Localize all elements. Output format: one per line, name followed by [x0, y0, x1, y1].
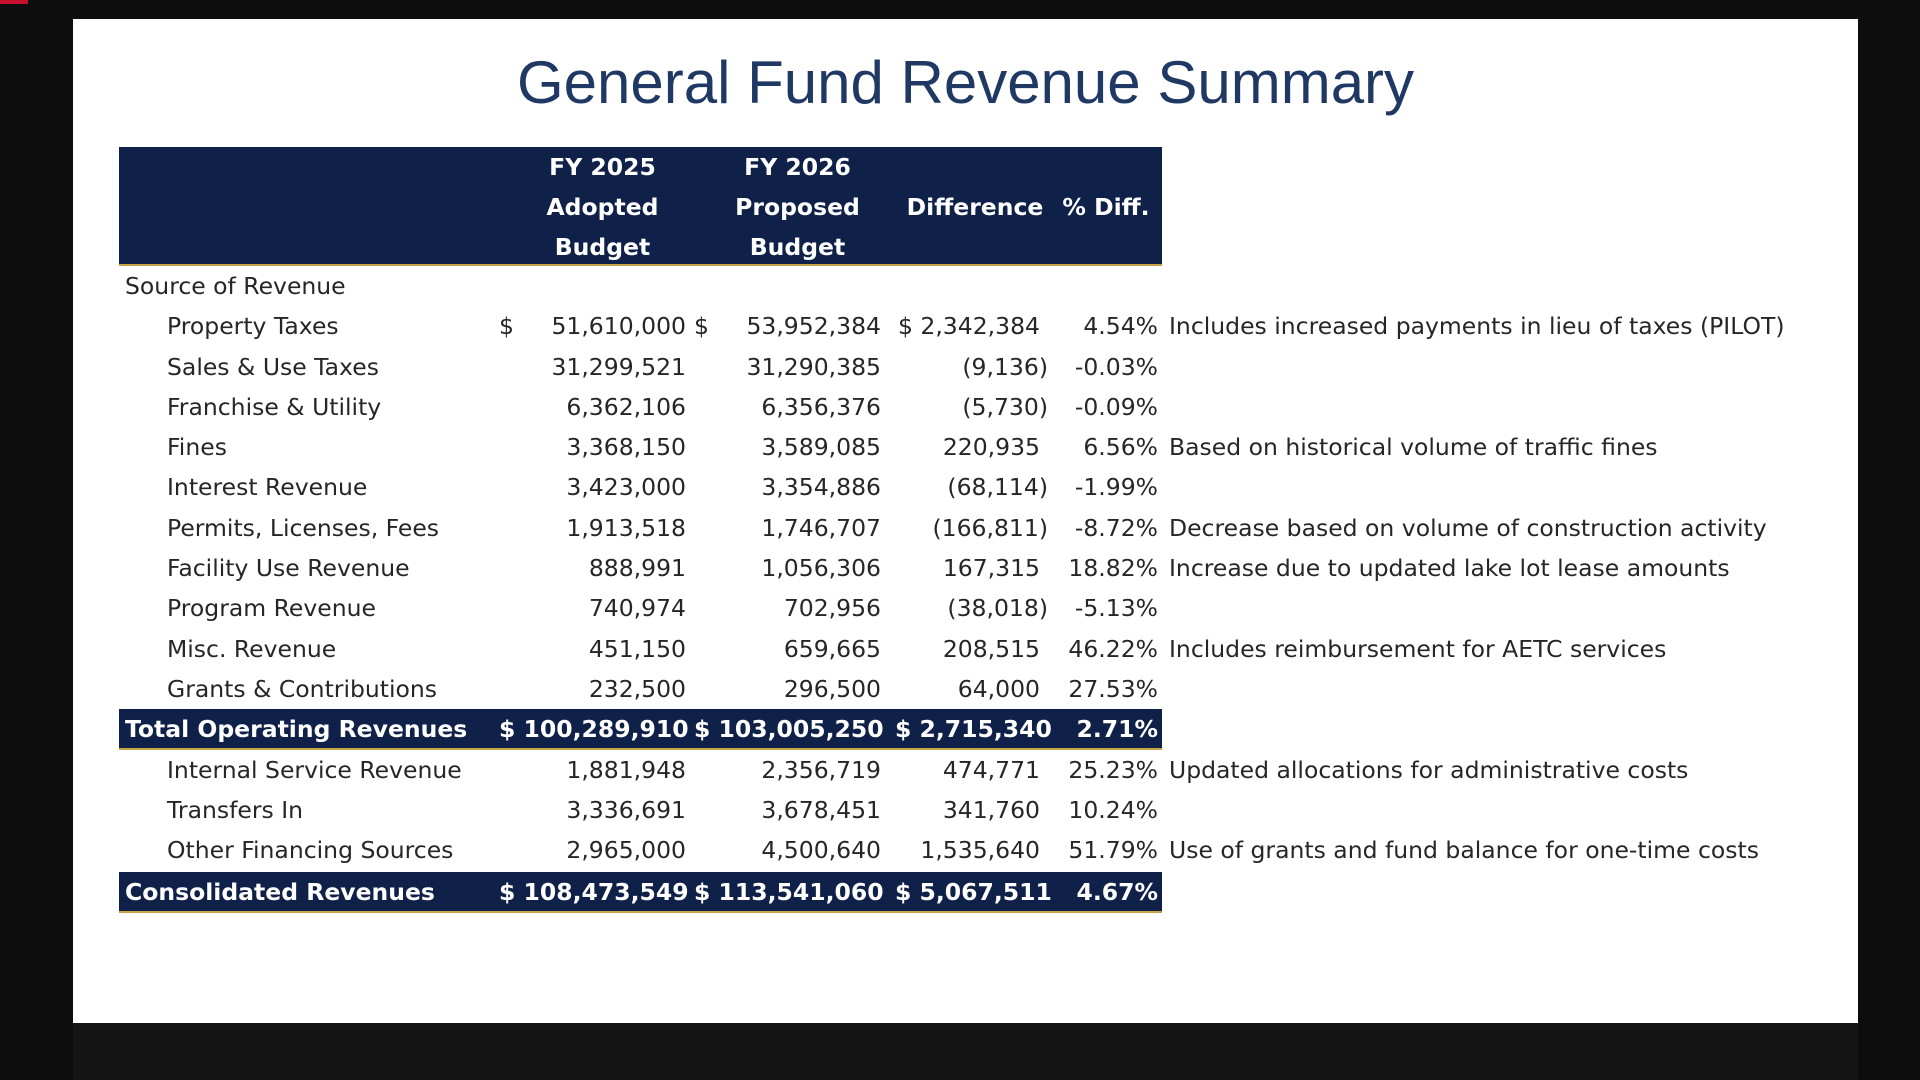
currency-symbol — [499, 427, 513, 467]
row-label: Interest Revenue — [167, 473, 368, 502]
table-row — [119, 387, 1859, 427]
row-label: Other Financing Sources — [167, 836, 454, 865]
row-note: Use of grants and fund balance for one-time costs — [1169, 836, 1759, 865]
pct-value: 18.82% — [1068, 554, 1158, 583]
pct-value: -0.09% — [1074, 392, 1158, 421]
revenue-table — [119, 147, 1859, 913]
row-note: Updated allocations for administrative costs — [1169, 755, 1689, 784]
fy2026-value — [694, 830, 881, 870]
currency-symbol — [694, 387, 708, 427]
row-label: Property Taxes — [167, 312, 339, 341]
header-fy2025: FY 2025 Adopted Budget — [546, 152, 659, 261]
amount: 6,356,376 — [761, 392, 881, 421]
fy2026-value — [694, 387, 881, 427]
amount: 3,354,886 — [761, 473, 881, 502]
amount: 31,290,385 — [746, 352, 881, 381]
fy2026-value: $ 113,541,060 — [694, 878, 884, 907]
amount: 31,299,521 — [551, 352, 686, 381]
row-label: Grants & Contributions — [167, 674, 438, 703]
row-note: Based on historical volume of traffic fines — [1169, 433, 1658, 462]
currency-symbol — [694, 669, 708, 709]
row-label: Fines — [167, 433, 227, 462]
amount: 6,362,106 — [566, 392, 686, 421]
table-row — [119, 467, 1859, 507]
table-row — [119, 548, 1859, 588]
currency-symbol: $ — [694, 312, 709, 341]
currency-symbol — [499, 790, 513, 830]
fy2026-value — [694, 548, 881, 588]
currency-symbol: $ — [499, 312, 514, 341]
pct-value: 4.67% — [1076, 878, 1158, 907]
amount: 296,500 — [783, 674, 881, 703]
row-label: Permits, Licenses, Fees — [167, 513, 440, 542]
consolidated-row — [119, 872, 1162, 912]
currency-symbol — [694, 588, 708, 628]
table-row — [119, 750, 1859, 790]
currency-symbol — [499, 830, 513, 870]
fy2026-value — [694, 629, 881, 669]
slide-title: General Fund Revenue Summary — [516, 49, 1415, 116]
fy2025-value — [499, 467, 686, 507]
fy2026-value: $ 103,005,250 — [694, 715, 884, 744]
pct-value: 51.79% — [1068, 836, 1158, 865]
pct-value: 25.23% — [1068, 755, 1158, 784]
fy2025-value — [499, 427, 686, 467]
row-label: Sales & Use Taxes — [167, 352, 379, 381]
table-row — [119, 669, 1859, 709]
fy2025-value: $ 100,289,910 — [499, 715, 689, 744]
currency-symbol — [694, 347, 708, 387]
difference-value: 1,535,640 — [920, 836, 1040, 865]
row-label: Consolidated Revenues — [125, 878, 435, 907]
currency-symbol — [694, 508, 708, 548]
currency-symbol — [694, 548, 708, 588]
currency-symbol — [694, 629, 708, 669]
revenue-rows — [119, 306, 1859, 709]
pct-value: -8.72% — [1074, 513, 1158, 542]
pct-value: -0.03% — [1074, 352, 1158, 381]
amount: 232,500 — [588, 674, 686, 703]
table-row — [119, 790, 1859, 830]
currency-symbol — [694, 467, 708, 507]
row-label: Franchise & Utility — [167, 392, 382, 421]
fy2025-value — [499, 387, 686, 427]
currency-symbol — [499, 750, 513, 790]
table-row — [119, 427, 1859, 467]
fy2026-value — [694, 588, 881, 628]
pct-value: 6.56% — [1083, 433, 1158, 462]
row-note: Includes increased payments in lieu of taxes (PILOT) — [1169, 312, 1785, 341]
amount: 1,056,306 — [761, 554, 881, 583]
difference-value: 474,771 — [942, 755, 1040, 784]
fy2025-value: $ 108,473,549 — [499, 878, 689, 907]
currency-symbol — [499, 347, 513, 387]
currency-symbol — [694, 750, 708, 790]
row-note: Includes reimbursement for AETC services — [1169, 634, 1667, 663]
currency-symbol — [499, 387, 513, 427]
currency-symbol — [499, 508, 513, 548]
fy2026-value — [694, 467, 881, 507]
amount: 3,423,000 — [566, 473, 686, 502]
currency-symbol — [694, 790, 708, 830]
row-label: Total Operating Revenues — [125, 715, 468, 744]
difference-value: (166,811) — [932, 513, 1048, 542]
difference-value: (5,730) — [962, 392, 1048, 421]
table-header — [119, 147, 1162, 266]
amount: 3,368,150 — [566, 433, 686, 462]
amount: 3,678,451 — [761, 795, 881, 824]
currency-symbol — [499, 629, 513, 669]
fy2026-value — [694, 427, 881, 467]
currency-symbol — [499, 467, 513, 507]
fy2025-value — [499, 548, 686, 588]
amount: 659,665 — [783, 634, 881, 663]
table-row — [119, 306, 1859, 346]
difference-value: (68,114) — [947, 473, 1048, 502]
row-note: Decrease based on volume of construction activity — [1169, 513, 1767, 542]
pct-value: 46.22% — [1068, 634, 1158, 663]
table-row — [119, 588, 1859, 628]
row-label: Facility Use Revenue — [167, 554, 410, 583]
amount: 451,150 — [588, 634, 686, 663]
row-note: Increase due to updated lake lot lease amounts — [1169, 554, 1730, 583]
presentation-slide — [73, 19, 1858, 1023]
pct-value: 27.53% — [1068, 674, 1158, 703]
total-operating-row — [119, 709, 1162, 749]
difference-value: 167,315 — [942, 554, 1040, 583]
section-label: Source of Revenue — [125, 272, 346, 300]
pct-value: 10.24% — [1068, 795, 1158, 824]
recording-indicator — [0, 0, 28, 4]
table-row — [119, 347, 1859, 387]
header-difference: Difference — [906, 192, 1044, 221]
row-label: Misc. Revenue — [167, 634, 337, 663]
amount: 2,965,000 — [566, 836, 686, 865]
fy2025-value — [499, 508, 686, 548]
fy2025-value — [499, 588, 686, 628]
fy2025-value — [499, 306, 686, 346]
table-row — [119, 508, 1859, 548]
fy2025-value — [499, 629, 686, 669]
header-fy2026: FY 2026 Proposed Budget — [735, 152, 860, 261]
section-label-row — [119, 266, 1859, 306]
amount: 53,952,384 — [746, 312, 881, 341]
difference-value: 208,515 — [942, 634, 1040, 663]
row-label: Internal Service Revenue — [167, 755, 462, 784]
fy2026-value — [694, 347, 881, 387]
currency-symbol — [499, 548, 513, 588]
amount: 3,336,691 — [566, 795, 686, 824]
fy2025-value — [499, 750, 686, 790]
row-label: Transfers In — [167, 795, 304, 824]
amount: 888,991 — [588, 554, 686, 583]
amount: 702,956 — [783, 594, 881, 623]
fy2026-value — [694, 669, 881, 709]
currency-symbol — [694, 427, 708, 467]
amount: 4,500,640 — [761, 836, 881, 865]
currency-symbol — [499, 588, 513, 628]
currency-symbol — [694, 830, 708, 870]
amount: 1,881,948 — [566, 755, 686, 784]
pct-value: -1.99% — [1074, 473, 1158, 502]
difference-value: 64,000 — [957, 674, 1040, 703]
difference-value: $ 2,715,340 — [895, 715, 1052, 744]
amount: 1,746,707 — [761, 513, 881, 542]
table-row — [119, 830, 1859, 870]
amount: 2,356,719 — [761, 755, 881, 784]
pct-value: -5.13% — [1074, 594, 1158, 623]
amount: 1,913,518 — [566, 513, 686, 542]
fy2025-value — [499, 790, 686, 830]
fy2026-value — [694, 790, 881, 830]
difference-value: (9,136) — [962, 352, 1048, 381]
currency-symbol — [499, 669, 513, 709]
amount: 51,610,000 — [551, 312, 686, 341]
fy2026-value — [694, 306, 881, 346]
amount: 740,974 — [588, 594, 686, 623]
header-pct-diff: % Diff. — [1062, 192, 1150, 221]
fy2025-value — [499, 347, 686, 387]
pct-value: 4.54% — [1083, 312, 1158, 341]
fy2025-value — [499, 830, 686, 870]
difference-value: $ 2,342,384 — [897, 312, 1040, 341]
fy2026-value — [694, 508, 881, 548]
amount: 3,589,085 — [761, 433, 881, 462]
row-label: Program Revenue — [167, 594, 376, 623]
difference-value: $ 5,067,511 — [895, 878, 1052, 907]
pct-value: 2.71% — [1076, 715, 1158, 744]
difference-value: 341,760 — [942, 795, 1040, 824]
financing-rows — [119, 750, 1859, 871]
difference-value: 220,935 — [942, 433, 1040, 462]
fy2026-value — [694, 750, 881, 790]
bottom-bar — [73, 1023, 1858, 1080]
fy2025-value — [499, 669, 686, 709]
difference-value: (38,018) — [947, 594, 1048, 623]
table-row — [119, 629, 1859, 669]
